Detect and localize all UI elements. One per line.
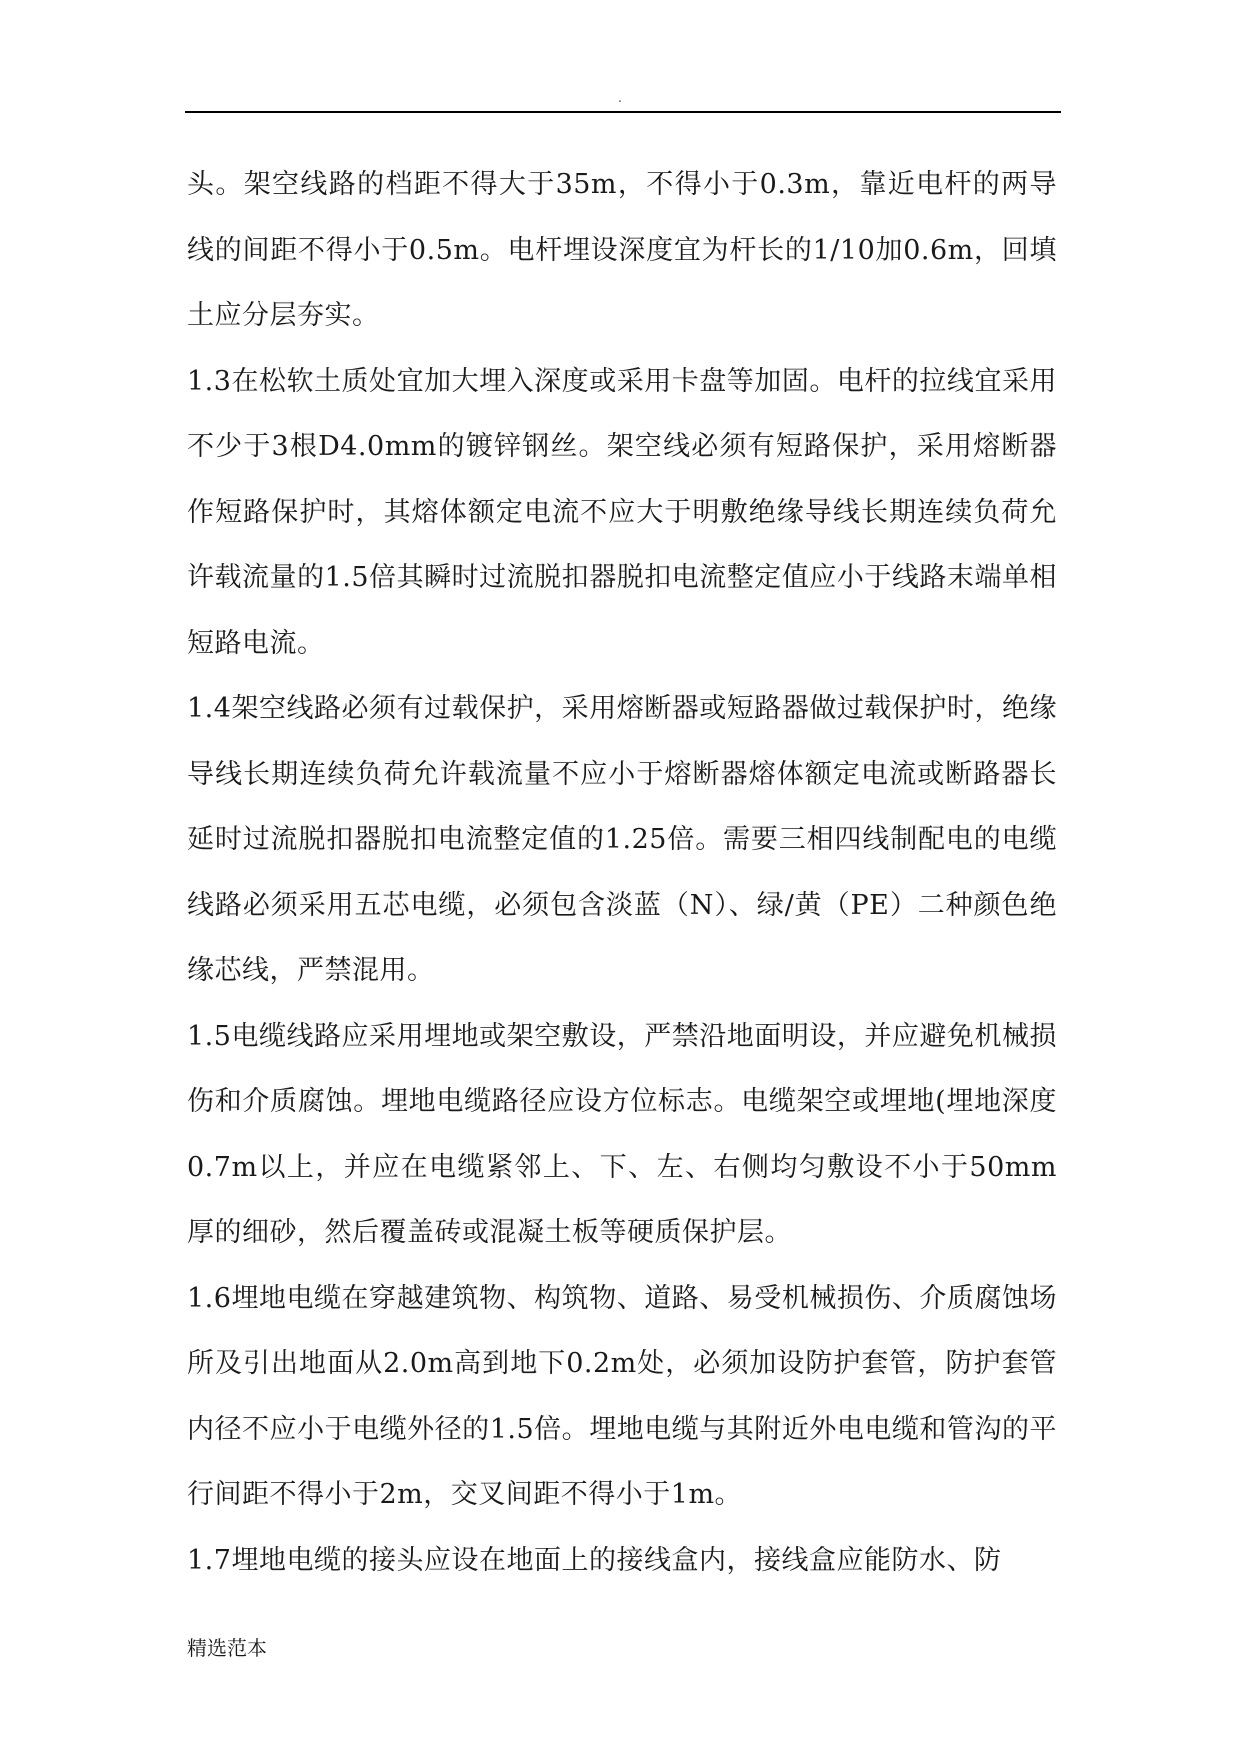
paragraph-1-6: 1.6埋地电缆在穿越建筑物、构筑物、道路、易受机械损伤、介质腐蚀场所及引出地面从2.0m高到地下0.2m处，必须加设防护套管，防护套管内径不应小于电缆外径的1.5倍。埋地电缆与其附近外电电缆和管沟的平行间距不得小于2m，交叉间距不得小于1m。: [187, 1282, 1057, 1510]
footer-label: 精选范本: [187, 1636, 267, 1660]
header-rule: [185, 111, 1061, 113]
paragraph-continuation: 头。架空线路的档距不得大于35m，不得小于0.3m，靠近电杆的两导线的间距不得小于0.5m。电杆埋设深度宜为杆长的1/10加0.6m，回填土应分层夯实。: [187, 169, 1057, 331]
paragraph-1-4: 1.4架空线路必须有过载保护，采用熔断器或短路器做过载保护时，绝缘导线长期连续负荷允许载流量不应小于熔断器熔体额定电流或断路器长延时过流脱扣器脱扣电流整定值的1.25倍。需要三相四线制配电的电缆线路必须采用五芯电缆，必须包含淡蓝（N）、绿/黄（PE）二种颜色绝缘芯线，严禁混用。: [187, 693, 1057, 986]
paragraph-1-7: 1.7埋地电缆的接头应设在地面上的接线盒内，接线盒应能防水、防: [187, 1544, 1002, 1576]
paragraph-1-5: 1.5电缆线路应采用埋地或架空敷设，严禁沿地面明设，并应避免机械损伤和介质腐蚀。埋地电缆路径应设方位标志。电缆架空或埋地(埋地深度0.7m以上，并应在电缆紧邻上、下、左、右侧均匀敷设不小于50mm厚的细砂，然后覆盖砖或混凝土板等硬质保护层。: [187, 1020, 1057, 1248]
document-body: [187, 152, 1057, 1593]
header-mark: .: [618, 91, 622, 105]
paragraph-1-3: 1.3在松软土质处宜加大埋入深度或采用卡盘等加固。电杆的拉线宜采用不少于3根D4.0mm的镀锌钢丝。架空线必须有短路保护，采用熔断器作短路保护时，其熔体额定电流不应大于明敷绝缘导线长期连续负荷允许载流量的1.5倍其瞬时过流脱扣器脱扣电流整定值应小于线路末端单相短路电流。: [187, 365, 1057, 659]
